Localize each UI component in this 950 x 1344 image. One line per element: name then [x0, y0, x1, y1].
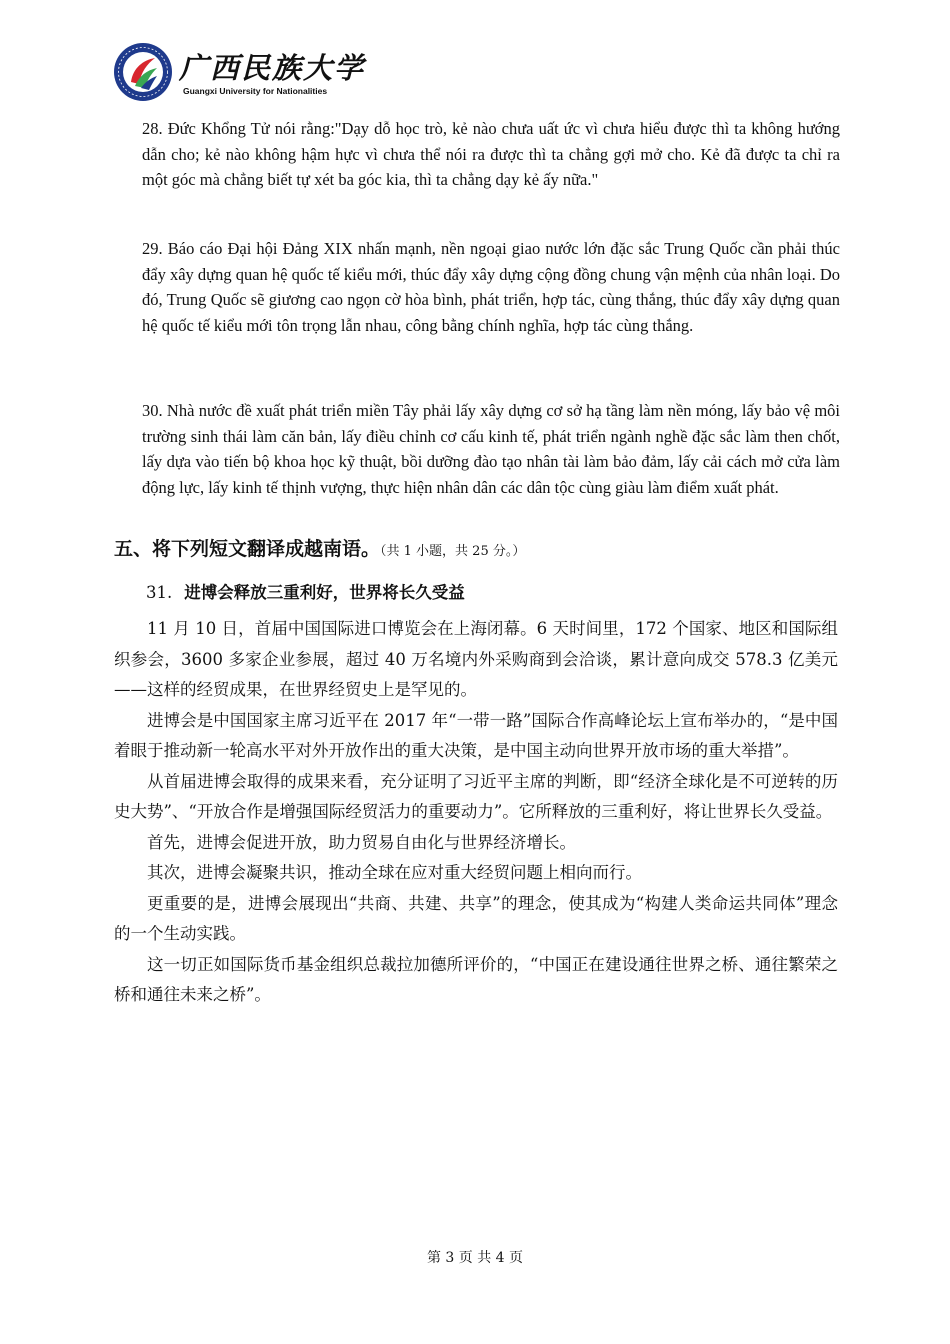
article-title: 进博会释放三重利好，世界将长久受益	[184, 583, 465, 602]
question-29: 29. Báo cáo Đại hội Đảng XIX nhấn mạnh, nền ngoại giao nước lớn đặc sắc Trung Quốc cần phải thúc đẩy xây dựng quan hệ quốc tế kiểu mới, thúc đẩy xây dựng cộng đồng chung vận mệnh của nhân loại. Do đó, Trung Quốc sẽ giương cao ngọn cờ hòa bình, phát triển, hợp tác, cùng thắng, thúc đẩy xây dựng quan hệ quốc tế kiểu mới tôn trọng lẫn nhau, công bằng chính nghĩa, hợp tác cùng thắng.	[142, 239, 840, 335]
article-paragraph: 从首届进博会取得的成果来看，充分证明了习近平主席的判断，即“经济全球化是不可逆转的历史大势”、“开放合作是增强国际经贸活力的重要动力”。它所释放的三重利好，将让世界长久受益。	[114, 771, 838, 821]
article-paragraph: 这一切正如国际货币基金组织总裁拉加德所评价的，“中国正在建设通往世界之桥、通往繁荣之桥和通往未来之桥”。	[114, 954, 838, 1004]
article-number: 31.	[146, 583, 173, 602]
article-paragraph: 11 月 10 日，首届中国国际进口博览会在上海闭幕。6 天时间里，172 个国家、地区和国际组织参会，3600 多家企业参展，超过 40 万名境内外采购商到会洽谈，累计意向成交 578.3 亿美元——这样的经贸成果，在世界经贸史上是罕见的。	[114, 619, 838, 699]
section-note: （共 1 小题，共 25 分。）	[380, 544, 526, 559]
article-paragraph: 进博会是中国国家主席习近平在 2017 年“一带一路”国际合作高峰论坛上宣布举办的，“是中国着眼于推动新一轮高水平对外开放作出的重大决策，是中国主动向世界开放市场的重大举措”。	[114, 710, 838, 760]
article-paragraph: 首先，进博会促进开放，助力贸易自由化与世界经济增长。	[147, 832, 576, 852]
article-paragraph: 其次，进博会凝聚共识，推动全球在应对重大经贸问题上相向而行。	[147, 863, 642, 882]
page-number: 第 3 页 共 4 页	[426, 1250, 524, 1266]
question-30: 30. Nhà nước đề xuất phát triển miền Tây phải lấy xây dựng cơ sở hạ tầng làm nền móng, lấy bảo vệ môi trường sinh thái làm căn bản, lấy điều chỉnh cơ cấu kinh tế, phát triển ngành nghề đặc sắc làm then chốt, lấy dựa vào tiến bộ khoa học kỹ thuật, bồi dưỡng đào tạo nhân tài làm bảo đảm, lấy cải cách mở cửa làm động lực, lấy kinh tế thịnh vượng, thực hiện nhân dân các dân tộc cùng giàu làm điểm xuất phát.	[142, 401, 840, 497]
section-heading	[114, 534, 874, 561]
university-seal-logo	[113, 42, 173, 102]
article-heading	[146, 579, 465, 603]
section-title: 五、将下列短文翻译成越南语。	[114, 538, 381, 560]
article-paragraph: 更重要的是，进博会展现出“共商、共建、共享”的理念，使其成为“构建人类命运共同体”理念的一个生动实践。	[114, 893, 838, 943]
article-body	[114, 614, 838, 1011]
university-name-english: Guangxi University for Nationalities	[183, 86, 328, 96]
page-header	[113, 42, 443, 104]
university-name: 广西民族大学	[179, 51, 366, 85]
question-28: 28. Đức Khổng Tử nói rằng:"Dạy dỗ học trò, kẻ nào chưa uất ức vì chưa hiểu được thì ta không hướng dẫn cho; kẻ nào không hậm hực vì chưa thể nói ra được thì ta chẳng gợi mở cho. Kẻ đã được ta chỉ ra một góc mà chẳng biết tự xét ba góc kia, thì ta chẳng dạy kẻ ấy nữa."	[142, 119, 840, 189]
